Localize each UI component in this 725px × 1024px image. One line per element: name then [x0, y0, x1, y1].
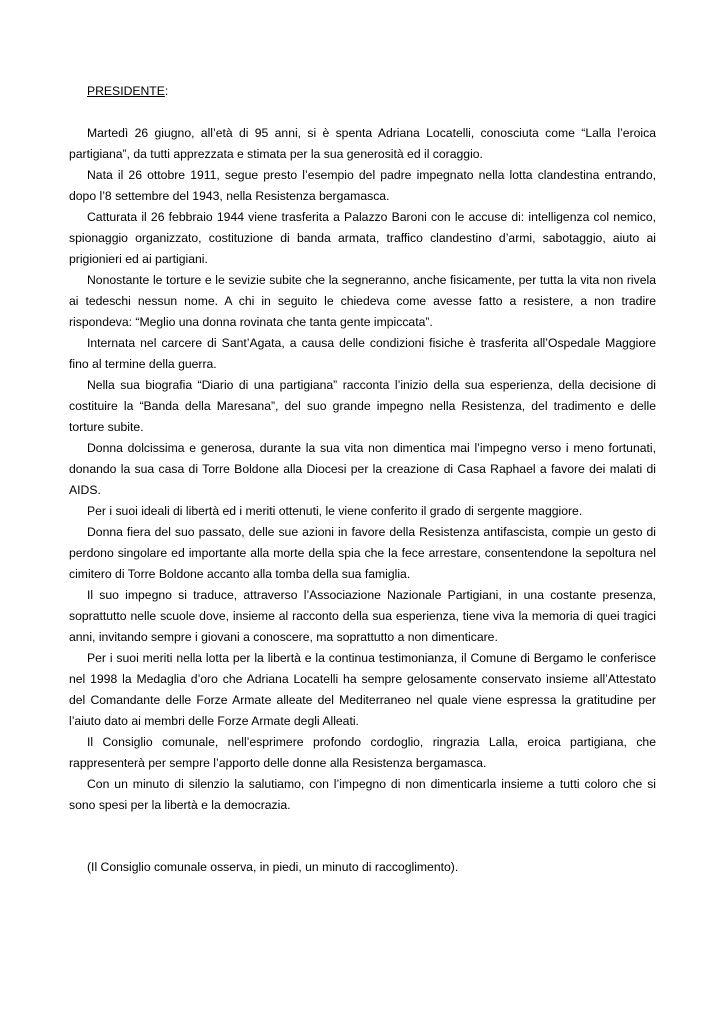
paragraph: Nella sua biografia “Diario di una partigiana” racconta l’inizio della sua esperienza, della decisione di costituire la “Banda della Maresana”, del suo grande impegno nella Resistenza, del tradimento e delle torture subite. [69, 378, 656, 434]
paragraph: Internata nel carcere di Sant’Agata, a causa delle condizioni fisiche è trasferita all’Ospedale Maggiore fino al termine della guerra. [69, 336, 656, 371]
paragraph: Il Consiglio comunale, nell’esprimere profondo cordoglio, ringrazia Lalla, eroica partigiana, che rappresenterà per sempre l’apporto delle donne alla Resistenza bergamasca. [69, 735, 656, 770]
closing-note: (Il Consiglio comunale osserva, in piedi, un minuto di raccoglimento). [87, 860, 459, 874]
paragraph: Il suo impegno si traduce, attraverso l’Associazione Nazionale Partigiani, in una costante presenza, soprattutto nelle scuole dove, insieme al racconto della sua esperienza, tiene viva la memoria di quei tragici anni, invitando sempre i giovani a conoscere, ma soprattutto a non dimenticare. [69, 588, 656, 644]
paragraph: Nonostante le torture e le sevizie subite che la segneranno, anche fisicamente, per tutta la vita non rivela ai tedeschi nessun nome. A chi in seguito le chiedeva come avesse fatto a resistere, a non tradire rispondeva: “Meglio una donna rovinata che tanta gente impiccata”. [69, 273, 656, 329]
paragraph: Catturata il 26 febbraio 1944 viene trasferita a Palazzo Baroni con le accuse di: intelligenza col nemico, spionaggio organizzato, costituzione di banda armata, traffico clandestino d’armi, sabotaggio, aiuto ai prigionieri ed ai partigiani. [69, 210, 656, 266]
paragraph: Donna dolcissima e generosa, durante la sua vita non dimentica mai l’impegno verso i meno fortunati, donando la sua casa di Torre Boldone alla Diocesi per la creazione di Casa Raphael a favore dei malati di AIDS. [69, 441, 656, 497]
paragraph: Per i suoi ideali di libertà ed i meriti ottenuti, le viene conferito il grado di sergente maggiore. [87, 504, 583, 518]
paragraph: Nata il 26 ottobre 1911, segue presto l’esempio del padre impegnato nella lotta clandestina entrando, dopo l’8 settembre del 1943, nella Resistenza bergamasca. [69, 168, 656, 203]
speaker-colon: : [164, 84, 169, 98]
speech-body [69, 123, 656, 816]
paragraph: Martedì 26 giugno, all’età di 95 anni, si è spenta Adriana Locatelli, conosciuta come “Lalla l’eroica partigiana”, da tutti apprezzata e stimata per la sua generosità ed il coraggio. [69, 126, 656, 161]
paragraph: Per i suoi meriti nella lotta per la libertà e la continua testimonianza, il Comune di Bergamo le conferisce nel 1998 la Medaglia d’oro che Adriana Locatelli ha sempre gelosamente conservato insieme all’Attestato del Comandante delle Forze Armate alleate del Mediterraneo nel quale viene espressa la gratitudine per l’aiuto dato ai membri delle Forze Armate degli Alleati. [69, 651, 656, 728]
speaker-heading [87, 81, 168, 102]
paragraph: Con un minuto di silenzio la salutiamo, con l’impegno di non dimenticarla insieme a tutti coloro che si sono spesi per la libertà e la democrazia. [69, 777, 656, 812]
paragraph: Donna fiera del suo passato, delle sue azioni in favore della Resistenza antifascista, compie un gesto di perdono singolare ed importante alla morte della spia che la fece arrestare, consentendone la sepoltura nel cimitero di Torre Boldone accanto alla tomba della sua famiglia. [69, 525, 656, 581]
speaker-label: PRESIDENTE [87, 84, 165, 98]
